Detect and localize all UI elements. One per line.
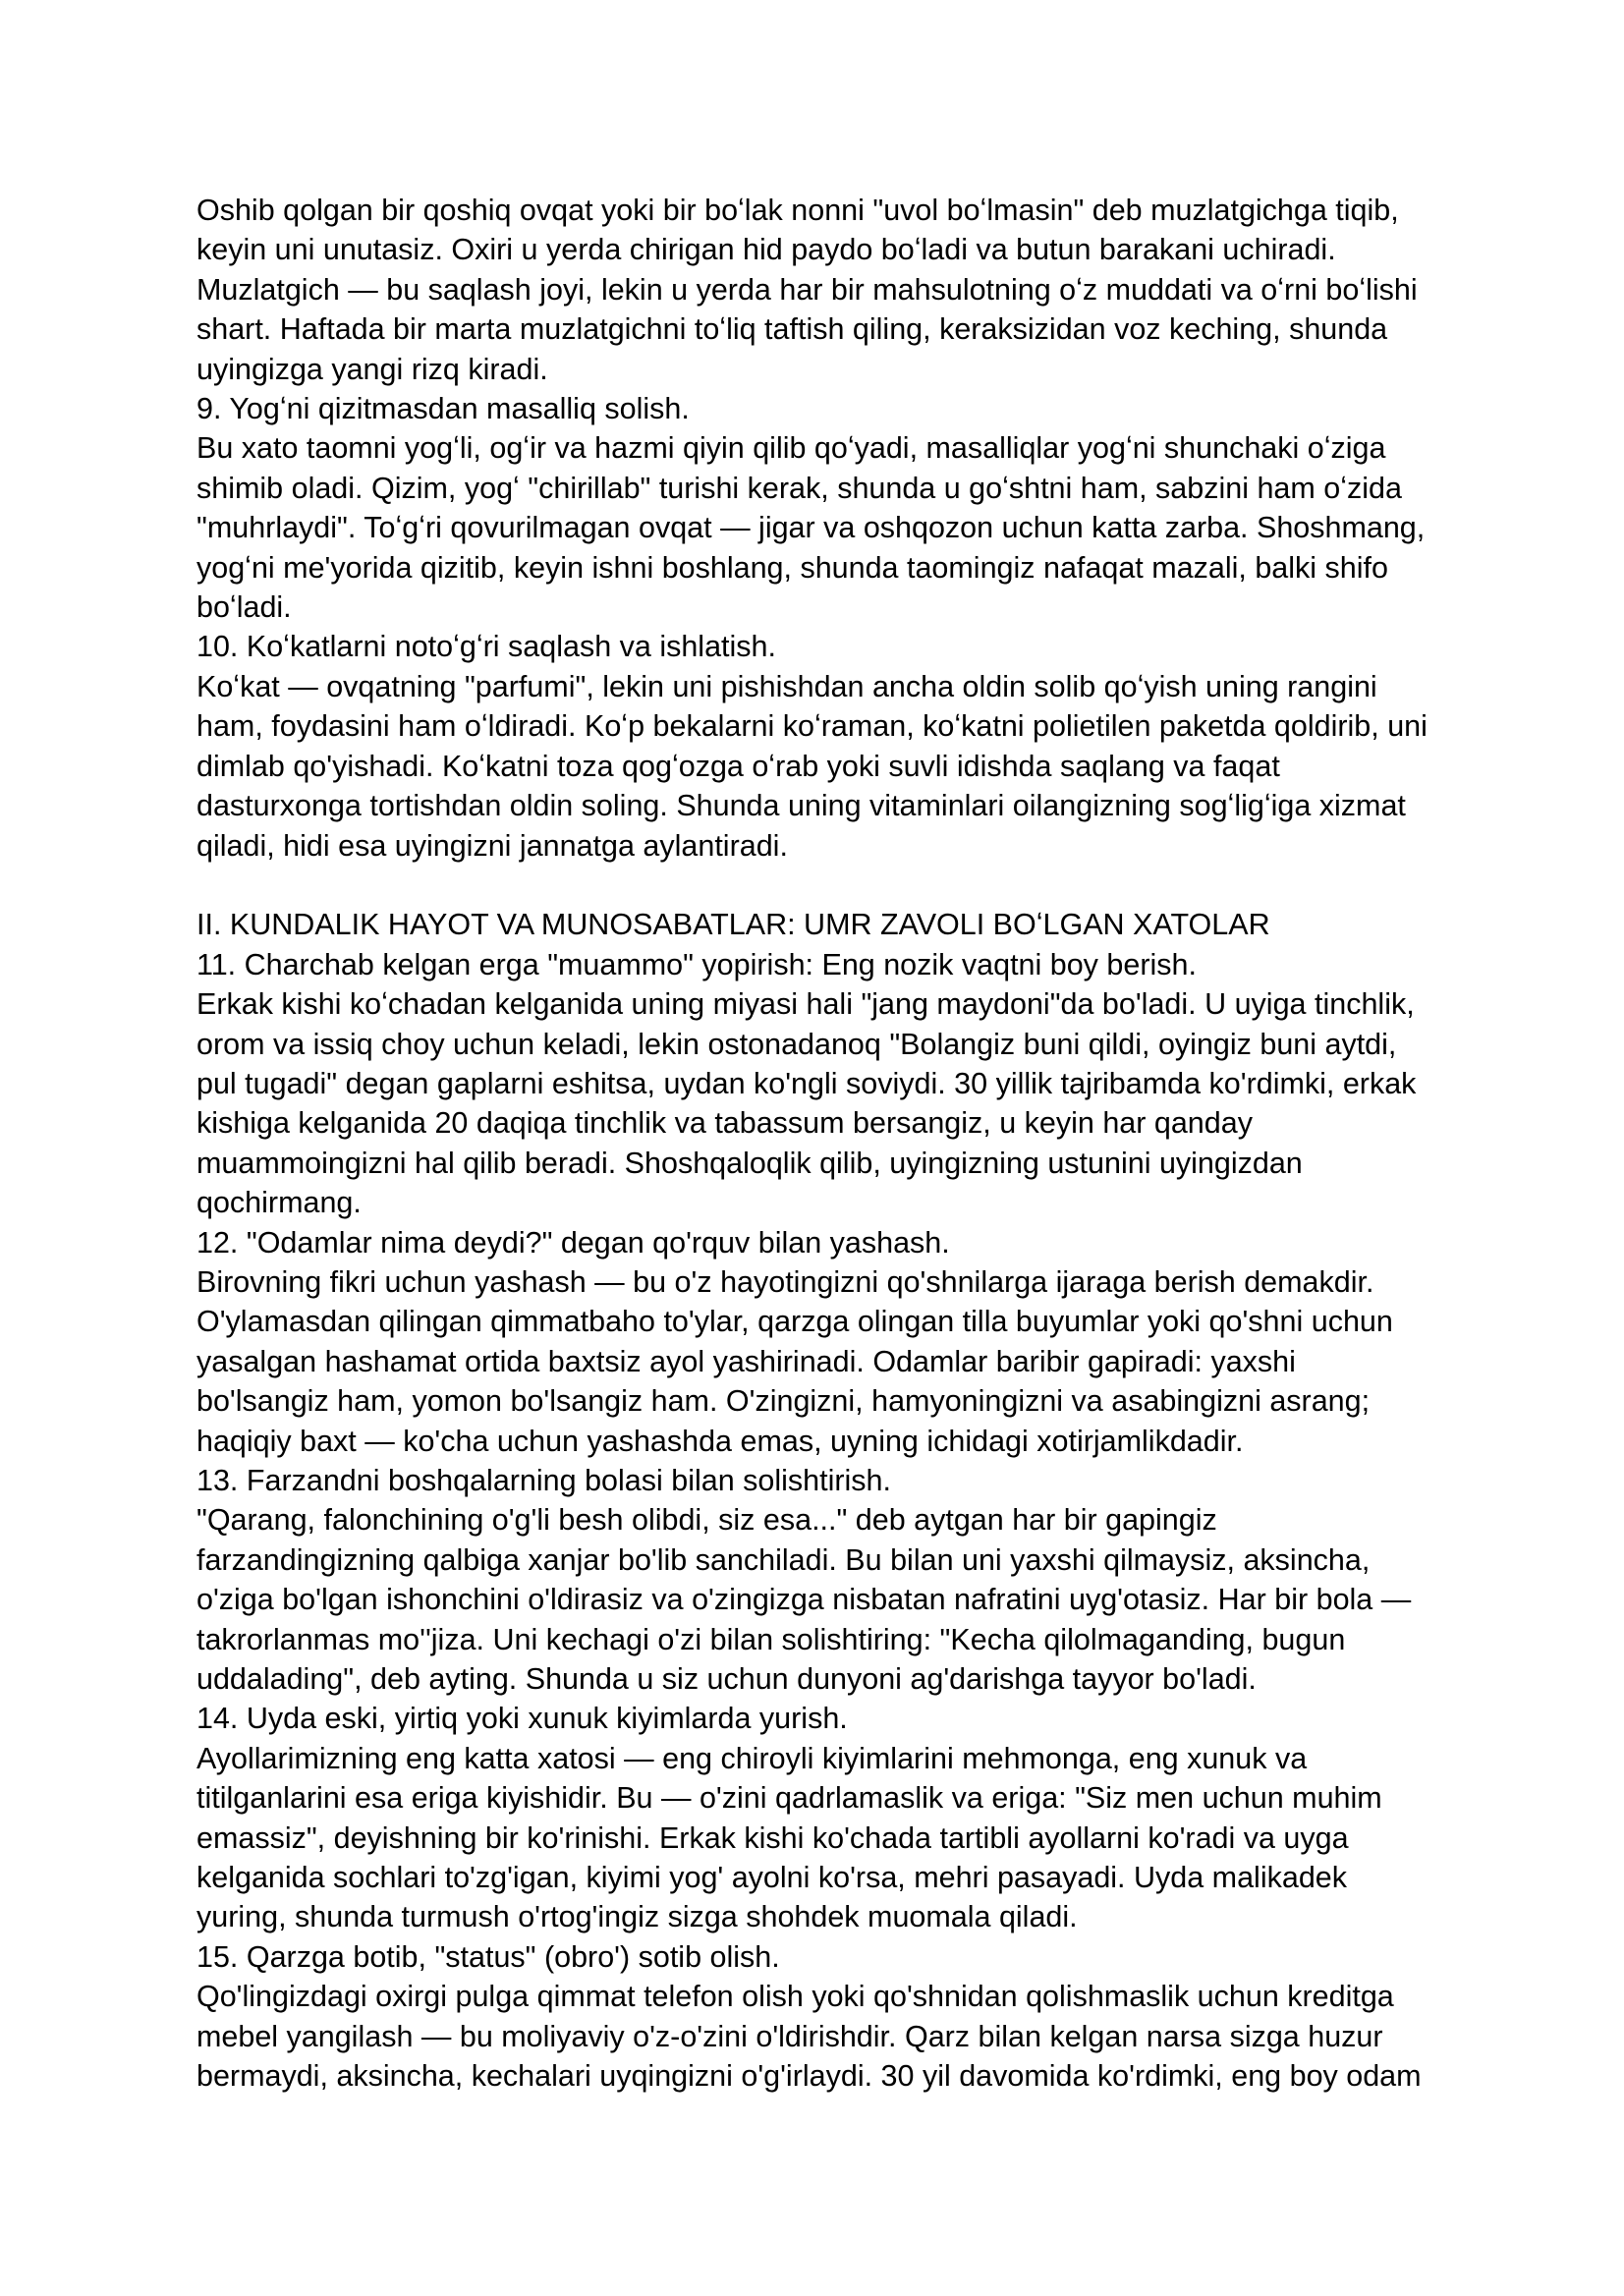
numbered-item: 11. Charchab kelgan erga "muammo" yopirish: Eng nozik vaqtni boy berish.	[196, 947, 1197, 981]
body-paragraph: Koʻkat — ovqatning "parfumi", lekin uni pishishdan ancha oldin solib qoʻyish uning rangini ham, foydasini ham oʻldiradi. Koʻp bekalarni koʻraman, koʻkatni polietilen paketda qoldirib, uni dimlab qo'yishadi. Koʻkatni toza qogʻozga oʻrab yoki suvli idishda saqlang va faqat dasturxonga tortishdan oldin soling. Shunda uning vitaminlari oilangizning sogʻligʻiga xizmat qiladi, hidi esa uyingizni jannatga aylantiradi.	[196, 669, 1436, 863]
body-paragraph: Qo'lingizdagi oxirgi pulga qimmat telefon olish yoki qo'shnidan qolishmaslik uchun kreditga mebel yangilash — bu moliyaviy o'z-o'zini o'ldirishdir. Qarz bilan kelgan narsa sizga huzur bermaydi, aksincha, kechalari uyqingizni o'g'irlaydi. 30 yil davomida ko'rdimki, eng boy odam	[196, 1980, 1422, 2094]
numbered-item: 15. Qarzga botib, "status" (obro') sotib olish.	[196, 1939, 780, 1974]
body-paragraph: Birovning fikri uchun yashash — bu o'z hayotingizni qo'shnilarga ijaraga berish demakdir. O'ylamasdan qilingan qimmatbaho to'ylar, qarzga olingan tilla buyumlar yoki qo'shni uchun yasalgan hashamat ortida baxtsiz ayol yashirinadi. Odamlar baribir gapiradi: yaxshi bo'lsangiz ham, yomon bo'lsangiz ham. O'zingizni, hamyoningizni va asabingizni asrang; haqiqiy baxt — ko'cha uchun yashashda emas, uyning ichidagi xotirjamlikdadir.	[196, 1264, 1402, 1458]
numbered-item: 12. "Odamlar nima deydi?" degan qo'rquv bilan yashash.	[196, 1225, 950, 1260]
section-heading: II. KUNDALIK HAYOT VA MUNOSABATLAR: UMR ZAVOLI BOʻLGAN XATOLAR	[196, 908, 1270, 942]
body-paragraph: "Qarang, falonchining o'g'li besh olibdi, siz esa..." deb aytgan har bir gapingiz farzandingizning qalbiga xanjar bo'lib sanchiladi. Bu bilan uni yaxshi qilmaysiz, aksincha, o'ziga bo'lgan ishonchini o'ldirasiz va o'zingizga nisbatan nafratini uyg'otasiz. Har bir bola — takrorlanmas mo''jiza. Uni kechagi o'zi bilan solishtiring: "Kecha qilolmaganding, bugun uddalading", deb ayting. Shunda u siz uchun dunyoni ag'darishga tayyor bo'ladi.	[196, 1503, 1420, 1697]
body-paragraph: Erkak kishi koʻchadan kelganida uning miyasi hali "jang maydoni"da bo'ladi. U uyiga tinchlik, orom va issiq choy uchun keladi, lekin ostonadanoq "Bolangiz buni qildi, oyingiz buni aytdi, pul tugadi" degan gaplarni eshitsa, uydan ko'ngli soviydi. 30 yillik tajribamda ko'rdimki, erkak kishiga kelganida 20 daqiqa tinchlik va tabassum bersangiz, u keyin har qanday muammoingizni hal qilib beradi. Shoshqaloqlik qilib, uyingizning ustunini uyingizdan qochirmang.	[196, 987, 1425, 1220]
body-paragraph: Oshib qolgan bir qoshiq ovqat yoki bir boʻlak nonni "uvol boʻlmasin" deb muzlatgichga tiqib, keyin uni unutasiz. Oxiri u yerda chirigan hid paydo boʻladi va butun barakani uchiradi. Muzlatgich — bu saqlash joyi, lekin u yerda har bir mahsulotning oʻz muddati va oʻrni boʻlishi shart. Haftada bir marta muzlatgichni toʻliq taftish qiling, keraksizidan voz keching, shunda uyingizga yangi rizq kiradi.	[196, 194, 1427, 386]
body-paragraph: Ayollarimizning eng katta xatosi — eng chiroyli kiyimlarini mehmonga, eng xunuk va titilganlarini esa eriga kiyishidir. Bu — o'zini qadrlamaslik va eriga: "Siz men uchun muhim emassiz", deyishning bir ko'rinishi. Erkak kishi ko'chada tartibli ayollarni ko'radi va uyga kelganida sochlari to'zg'igan, kiyimi yog' ayolni ko'rsa, mehri pasayadi. Uyda malikadek yuring, shunda turmush o'rtog'ingiz sizga shohdek muomala qiladi.	[196, 1741, 1391, 1934]
document-text-block	[196, 191, 1436, 2096]
numbered-item: 13. Farzandni boshqalarning bolasi bilan solishtirish.	[196, 1463, 891, 1497]
numbered-item: 9. Yogʻni qizitmasdan masalliq solish.	[196, 392, 690, 426]
numbered-item: 14. Uyda eski, yirtiq yoki xunuk kiyimlarda yurish.	[196, 1702, 848, 1736]
body-paragraph: Bu xato taomni yogʻli, ogʻir va hazmi qiyin qilib qoʻyadi, masalliqlar yogʻni shunchaki oʻziga shimib oladi. Qizim, yogʻ "chirillab" turishi kerak, shunda u goʻshtni ham, sabzini ham oʻzida "muhrlaydi". Toʻgʻri qovurilmagan ovqat — jigar va oshqozon uchun katta zarba. Shoshmang, yogʻni me'yorida qizitib, keyin ishni boshlang, shunda taomingiz nafaqat mazali, balki shifo boʻladi.	[196, 431, 1433, 625]
numbered-item: 10. Koʻkatlarni notoʻgʻri saqlash va ishlatish.	[196, 630, 776, 664]
blank-line	[196, 866, 1428, 905]
